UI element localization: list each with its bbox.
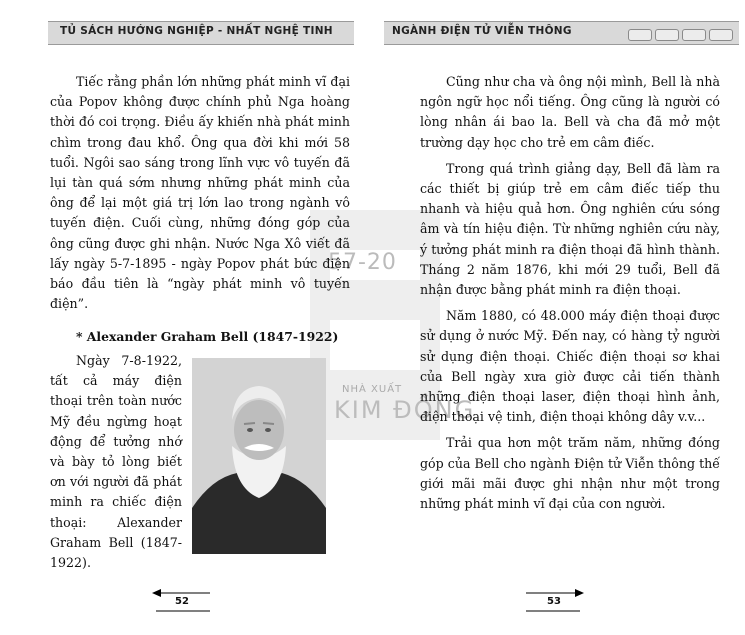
section-subheading: * Alexander Graham Bell (1847-1922) [76,329,339,344]
right-header-title: NGÀNH ĐIỆN TỬ VIỄN THÔNG [392,25,572,37]
right-page-number: 53 [547,596,561,607]
side-paragraph: Ngày 7-8-1922, tất cả máy điện thoại trên toàn nước Mỹ đều ngừng hoạt động để tưởng nhớ và bày tỏ lòng biết ơn với người đã phát minh ra chiếc điện thoại: Alexander Graham Bell (1847-1922). [50,353,182,571]
right-page-header [384,21,739,45]
right-page [372,0,745,635]
left-page-number-marker [152,587,212,613]
left-page [0,0,372,635]
right-page-number-marker [524,587,584,613]
right-paragraph-1: Cũng như cha và ông nội mình, Bell là nhà ngôn ngữ học nổi tiếng. Ông cũng là người có lòng nhân ái bao la. Bell và cha đã mở một trường dạy học cho trẻ em câm điếc. [420,74,720,150]
right-paragraph-2: Trong quá trình giảng dạy, Bell đã làm ra các thiết bị giúp trẻ em câm điếc tiếp thu nhanh và hiệu quả hơn. Ông nghiên cứu sóng âm và tín hiệu điện. Từ những nghiên cứu này, ý tưởng phát minh ra điện thoại đã hình thành. Tháng 2 năm 1876, khi mới 29 tuổi, Bell đã nhận được bằng phát minh ra điện thoại. [420,160,720,298]
right-paragraph-3: Năm 1880, có 48.000 máy điện thoại được sử dụng ở nước Mỹ. Đến nay, có hàng tỷ người sử dụng điện thoại. Chiếc điện thoại sơ khai của Bell ngày xưa giờ được cải tiến thành những điện thoại laser, điện thoại hình ảnh, điện thoại vệ tinh, điện thoại không dây v.v... [420,308,720,425]
watermark-publisher-line1: NHÀ XUẤT [342,384,403,395]
left-body-text [50,72,350,320]
left-page-number: 52 [175,596,189,607]
header-tab-decoration [625,26,733,45]
decor-tab [682,29,706,41]
watermark-publisher-line2: KIM ĐỒNG [334,396,476,424]
decor-tab [655,29,679,41]
decor-tab [628,29,652,41]
decor-tab [709,29,733,41]
left-side-text [50,351,182,573]
bell-portrait-photo [192,358,326,554]
watermark-year: 57-20 [328,250,397,275]
left-paragraph-1: Tiếc rằng phần lớn những phát minh vĩ đại của Popov không được chính phủ Nga hoàng thời đó coi trọng. Điều ấy khiến nhà phát minh chìm trong đau khổ. Ông qua đời khi mới 58 tuổi. Ngôi sao sáng trong lĩnh vực vô tuyến đã lụi tàn quá sớm nhưng những phát minh của ông để lại một giá trị lớn lao trong ngành vô tuyến điện. Cuối cùng, những đóng góp của ông cũng được ghi nhận. Nước Nga Xô viết đã lấy ngày 5-7-1895 - ngày Popov phát bức điện báo đầu tiên là “ngày phát minh vô tuyến điện”. [50,74,350,312]
right-body-text [420,72,720,520]
left-header-title: TỦ SÁCH HƯỚNG NGHIỆP - NHẤT NGHỆ TINH [60,25,333,37]
right-paragraph-4: Trải qua hơn một trăm năm, những đóng góp của Bell cho ngành Điện tử Viễn thông thế giới mãi mãi được ghi nhận như một trong những phát minh vĩ đại của con người. [420,435,720,512]
left-page-header [48,21,354,45]
